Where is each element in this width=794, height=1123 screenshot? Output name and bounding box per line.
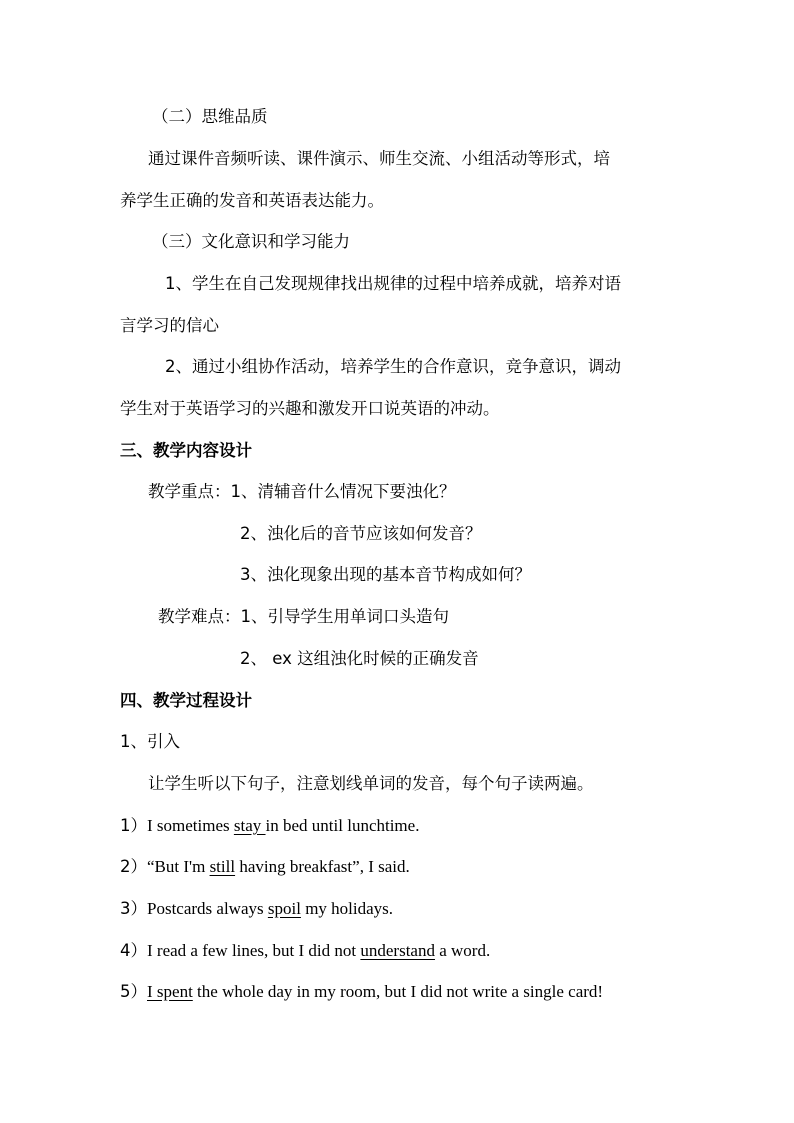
underlined-word: still — [209, 857, 236, 876]
sentence-4 — [120, 940, 490, 962]
sentence-2 — [120, 856, 410, 878]
instruction-text: 让学生听以下句子，注意划线单词的发音，每个句子读两遍。 — [148, 774, 594, 793]
difficult-points-label: 教学难点： — [158, 607, 241, 626]
difficult-point-item: 1、引导学生用单词口头造句 — [240, 607, 449, 626]
difficult-points-row — [158, 606, 449, 628]
sentence-3 — [120, 898, 393, 920]
underlined-word: I spent — [147, 982, 193, 1001]
item1-line2: 言学习的信心 — [120, 316, 219, 335]
difficult-point-item: 2、 ex 这组浊化时候的正确发音 — [240, 649, 479, 668]
underlined-word: stay — [233, 816, 266, 835]
sentence-number: 1） — [120, 816, 147, 835]
sentence-number: 3） — [120, 899, 147, 918]
sentence-text: Postcards always — [147, 899, 268, 918]
sentence-text: having breakfast”, I said. — [235, 857, 410, 876]
underlined-word: understand — [360, 941, 435, 960]
sentence-number: 2） — [120, 857, 147, 876]
sentence-text: in bed until lunchtime. — [265, 816, 420, 835]
paragraph-thinking-line2: 养学生正确的发音和英语表达能力。 — [120, 191, 384, 210]
key-point-item: 3、浊化现象出现的基本音节构成如何？ — [240, 565, 531, 584]
sentence-number: 5） — [120, 982, 147, 1001]
sentence-text: I read a few lines, but I did not — [147, 941, 361, 960]
sentence-text: “But I'm — [147, 857, 210, 876]
sentence-5 — [120, 981, 603, 1003]
item2-line2: 学生对于英语学习的兴趣和激发开口说英语的冲动。 — [120, 399, 500, 418]
underlined-word: spoil — [267, 899, 301, 918]
step-title-intro: 1、引入 — [120, 732, 180, 751]
sentence-text: a word. — [434, 941, 491, 960]
item1-line1: 1、学生在自己发现规律找出规律的过程中培养成就，培养对语 — [165, 274, 621, 293]
section-heading-culture: （三）文化意识和学习能力 — [152, 232, 350, 251]
key-point-item: 2、浊化后的音节应该如何发音？ — [240, 524, 482, 543]
key-points-row — [148, 481, 456, 503]
key-points-label: 教学重点： — [148, 482, 231, 501]
item2-line1: 2、通过小组协作活动，培养学生的合作意识，竞争意识，调动 — [165, 357, 621, 376]
section-heading-thinking: （二）思维品质 — [152, 107, 268, 126]
sentence-number: 4） — [120, 941, 147, 960]
sentence-1 — [120, 815, 419, 837]
sentence-text: I sometimes — [147, 816, 234, 835]
sentence-text: the whole day in my room, but I did not write a single card! — [192, 982, 604, 1001]
key-point-item: 1、清辅音什么情况下要浊化？ — [230, 482, 456, 501]
paragraph-thinking-line1: 通过课件音频听读、课件演示、师生交流、小组活动等形式，培 — [148, 149, 610, 168]
section-heading-process-design: 四、教学过程设计 — [120, 691, 252, 710]
sentence-text: my holidays. — [300, 899, 394, 918]
section-heading-content-design: 三、教学内容设计 — [120, 441, 252, 460]
